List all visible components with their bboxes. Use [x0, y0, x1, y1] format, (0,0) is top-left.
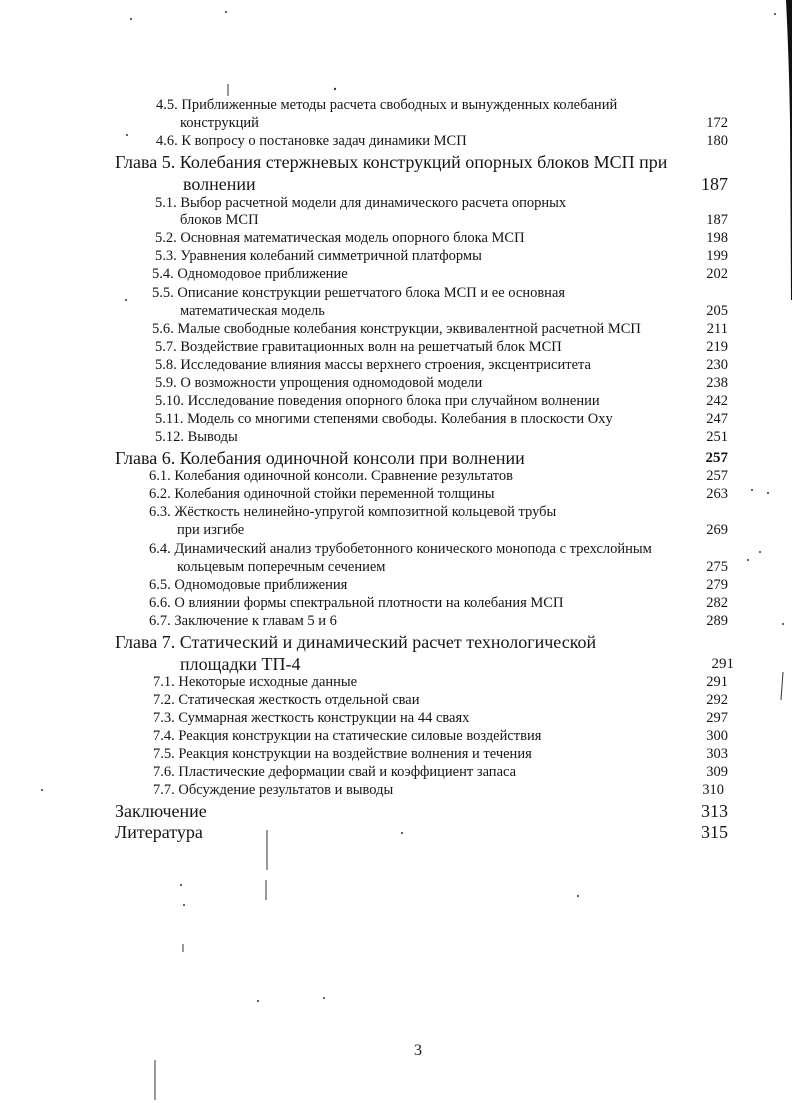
toc-chapter-title: Глава 7. Статический и динамический расчет технологической [115, 632, 597, 652]
toc-chapter-title: Глава 5. Колебания стержневых конструкций опорных блоков МСП при [115, 152, 668, 172]
toc-entry-title: 7.1. Некоторые исходные данные [153, 674, 358, 690]
toc-entry-title: 6.4. Динамический анализ трубобетонного конического монопода с трехслойным [149, 541, 652, 557]
toc-entry-title: 6.5. Одномодовые приближения [149, 577, 348, 593]
toc-entry-title: при изгибе [177, 522, 245, 538]
toc-entry-page: 291 [706, 674, 728, 690]
toc-entry-title: 5.12. Выводы [155, 429, 238, 445]
toc-entry-page: 292 [706, 692, 728, 708]
toc-chapter-title: волнении [183, 174, 256, 194]
toc-entry-page: 310 [702, 782, 724, 798]
toc-entry-title: 7.6. Пластические деформации свай и коэффициент запаса [153, 764, 517, 780]
toc-entry-page: 219 [706, 339, 728, 355]
toc-entry-title: кольцевым поперечным сечением [177, 559, 386, 575]
toc-entry-page: 257 [706, 468, 728, 484]
toc-entry-page: 242 [706, 393, 728, 409]
toc-entry-title: 7.2. Статическая жесткость отдельной сваи [153, 692, 420, 708]
toc-chapter-title: Глава 6. Колебания одиночной консоли при волнении [115, 448, 525, 468]
toc-entry-page: 198 [706, 230, 728, 246]
toc-entry-title: 5.5. Описание конструкции решетчатого блока МСП и ее основная [152, 285, 566, 301]
toc-entry-page: 297 [706, 710, 728, 726]
toc-entry-title: 5.10. Исследование поведения опорного блока при случайном волнении [155, 393, 600, 409]
toc-top-page: 315 [701, 822, 728, 842]
toc-entry-title: 7.4. Реакция конструкции на статические силовые воздействия [153, 728, 542, 744]
page-number: 3 [414, 1042, 422, 1059]
toc-entry-page: 238 [706, 375, 728, 391]
toc-chapter-page: 187 [701, 174, 728, 194]
toc-entry-page: 251 [706, 429, 728, 445]
toc-entry-title: 6.7. Заключение к главам 5 и 6 [149, 613, 337, 629]
toc-entry-title: 5.9. О возможности упрощения одномодовой модели [155, 375, 483, 391]
toc-entry-page: 199 [706, 248, 728, 264]
toc-entry-title: математическая модель [180, 303, 325, 319]
toc-entry-title: 5.1. Выбор расчетной модели для динамического расчета опорных [155, 195, 567, 211]
toc-entry-page: 275 [706, 559, 728, 575]
toc-entry-page: 172 [706, 115, 728, 131]
toc-top-title: Литература [115, 822, 203, 842]
toc-entry-title: 5.4. Одномодовое приближение [152, 266, 348, 282]
toc-entry-title: 7.7. Обсуждение результатов и выводы [153, 782, 394, 798]
toc-entry-page: 289 [706, 613, 728, 629]
toc-entry-page: 263 [706, 486, 728, 502]
toc-entry-title: 7.5. Реакция конструкции на воздействие волнения и течения [153, 746, 532, 762]
toc-entry-title: 5.11. Модель со многими степенями свободы. Колебания в плоскости Oxy [155, 411, 613, 427]
toc-entry-page: 247 [706, 411, 728, 427]
toc-entry-title: конструкций [180, 115, 259, 131]
toc-entry-title: 5.3. Уравнения колебаний симметричной платформы [155, 248, 482, 264]
toc-entry-page: 187 [706, 212, 728, 228]
toc-chapter-page: 291 [711, 656, 734, 672]
toc-entry-page: 211 [706, 321, 728, 337]
toc-chapter-page: 257 [705, 450, 728, 466]
toc-entry-title: 5.8. Исследование влияния массы верхнего строения, эксцентриситета [155, 357, 591, 373]
toc-chapter-title: площадки ТП-4 [180, 654, 301, 674]
toc-entry-title: 4.5. Приближенные методы расчета свободных и вынужденных колебаний [156, 97, 618, 113]
toc-entry-page: 282 [706, 595, 728, 611]
toc-entry-page: 205 [706, 303, 728, 319]
toc-entry-page: 279 [706, 577, 728, 593]
toc-entry-title: 5.6. Малые свободные колебания конструкции, эквивалентной расчетной МСП [152, 321, 641, 337]
toc-entry-page: 202 [706, 266, 728, 282]
toc-entry-page: 269 [706, 522, 728, 538]
toc-entry-title: 5.2. Основная математическая модель опорного блока МСП [155, 230, 525, 246]
toc-top-page: 313 [701, 801, 728, 821]
toc-entry-page: 309 [706, 764, 728, 780]
toc-entry-title: 5.7. Воздействие гравитационных волн на решетчатый блок МСП [155, 339, 562, 355]
toc-entry-page: 180 [706, 133, 728, 149]
toc-top-title: Заключение [115, 801, 207, 821]
toc-entry-title: 6.2. Колебания одиночной стойки переменной толщины [149, 486, 495, 502]
toc-entry-title: 4.6. К вопросу о постановке задач динамики МСП [156, 133, 467, 149]
toc-entry-title: 6.6. О влиянии формы спектральной плотности на колебания МСП [149, 595, 564, 611]
toc-entry-title: 7.3. Суммарная жесткость конструкции на 44 сваях [153, 710, 470, 726]
toc-entry-page: 303 [706, 746, 728, 762]
toc-entry-title: 6.3. Жёсткость нелинейно-упругой композитной кольцевой трубы [149, 504, 557, 520]
toc-entry-title: блоков МСП [180, 212, 259, 228]
toc-entry-page: 230 [706, 357, 728, 373]
toc-entry-page: 300 [706, 728, 728, 744]
toc-entry-title: 6.1. Колебания одиночной консоли. Сравнение результатов [149, 468, 514, 484]
